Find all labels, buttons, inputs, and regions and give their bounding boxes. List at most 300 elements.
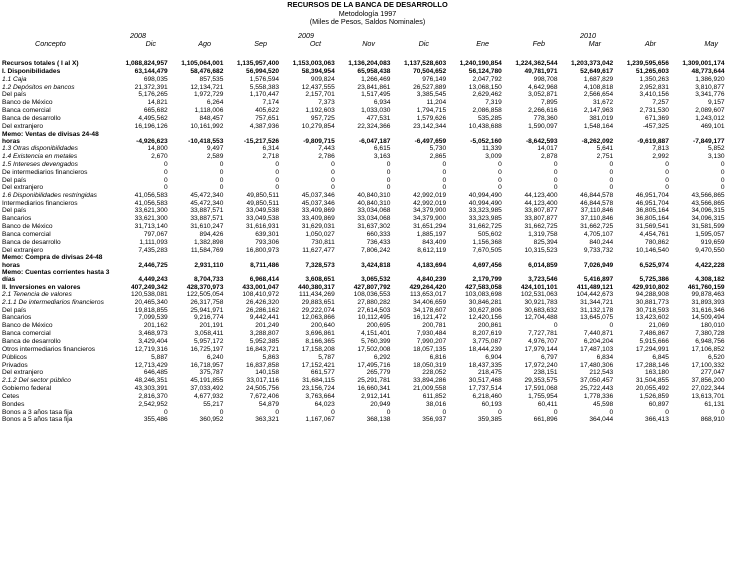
row-value: 17,152,421 bbox=[301, 361, 335, 369]
row-value: 34,178,607 bbox=[413, 306, 447, 314]
row-value: 1,590,097 bbox=[528, 122, 558, 130]
row-value: 7,099,539 bbox=[138, 314, 168, 322]
row-value: 17,100,332 bbox=[691, 361, 725, 369]
row-value: 25,941,971 bbox=[190, 306, 224, 314]
row-value: 37,033,492 bbox=[190, 385, 224, 393]
row-value: 40,994,490 bbox=[468, 192, 502, 200]
row-value: 5,558,383 bbox=[249, 83, 280, 91]
row-value: 5,416,897 bbox=[583, 276, 614, 284]
row-value: 3,723,546 bbox=[528, 276, 558, 284]
table-row bbox=[2, 68, 725, 76]
row-value: 11,339 bbox=[482, 145, 502, 153]
row-value: 0 bbox=[498, 408, 502, 416]
table-row bbox=[2, 169, 725, 177]
row-value: 23,156,724 bbox=[301, 385, 335, 393]
row-value: 6,292 bbox=[373, 353, 391, 361]
row-value: 4,422,228 bbox=[695, 261, 725, 269]
row-value: 7,440,871 bbox=[583, 330, 614, 338]
row-value: 4,840,239 bbox=[416, 276, 447, 284]
row-value: 440,380,317 bbox=[298, 283, 335, 291]
row-value: 26,527,889 bbox=[413, 83, 447, 91]
row-value: 17,487,103 bbox=[580, 345, 614, 353]
row-label: Del extranjero bbox=[2, 246, 44, 254]
row-value: 200,695 bbox=[366, 322, 391, 330]
row-value: 17,979,144 bbox=[524, 345, 558, 353]
row-value: 31,344,721 bbox=[580, 299, 614, 307]
row-value: 51,265,603 bbox=[635, 67, 669, 75]
table-row bbox=[2, 291, 725, 299]
row-value: 5,641 bbox=[596, 145, 614, 153]
row-value: 29,222,074 bbox=[301, 306, 335, 314]
row-value: 108,410,972 bbox=[242, 291, 280, 299]
row-value: 34,096,315 bbox=[691, 215, 725, 223]
row-value: 1,885,197 bbox=[416, 230, 447, 238]
row-value: 5,760,399 bbox=[361, 338, 391, 345]
row-value: 1,167,067 bbox=[305, 416, 335, 424]
row-value: 30,921,783 bbox=[524, 299, 558, 307]
row-value: 2,589 bbox=[206, 153, 224, 161]
row-value: 424,101,101 bbox=[520, 283, 558, 291]
row-value: 405,622 bbox=[255, 107, 280, 115]
row-value: 56,994,520 bbox=[246, 67, 280, 75]
row-value: 10,279,854 bbox=[301, 122, 335, 130]
row-value: 94,288,908 bbox=[635, 291, 669, 299]
row-value: 16,725,197 bbox=[190, 345, 224, 353]
row-value: 660,333 bbox=[366, 230, 391, 238]
row-label: Cetes bbox=[2, 392, 20, 400]
row-value: 6,845 bbox=[652, 353, 669, 361]
row-value: 61,131 bbox=[704, 400, 725, 408]
row-value: 1,137,528,603 bbox=[403, 60, 447, 67]
row-label: Memo: Cuentas corrientes hasta 3 días bbox=[2, 269, 110, 284]
row-value: 0 bbox=[553, 176, 558, 184]
row-value: 1,243,012 bbox=[695, 114, 725, 122]
row-value: 4,705,107 bbox=[583, 230, 614, 238]
row-value: 54,879 bbox=[258, 400, 280, 408]
row-value: 366,413 bbox=[645, 416, 669, 424]
row-value: 461,760,159 bbox=[687, 283, 725, 291]
row-value: 4,183,694 bbox=[416, 261, 447, 269]
row-value: 60,411 bbox=[537, 400, 558, 408]
row-value: 21,009,558 bbox=[413, 385, 447, 393]
row-value: 1,266,469 bbox=[361, 75, 391, 83]
concept-header: Concepto bbox=[35, 39, 66, 48]
col-header: Dic bbox=[145, 39, 156, 48]
row-value: 427,807,792 bbox=[353, 283, 391, 291]
row-value: 31,616,931 bbox=[246, 223, 280, 231]
row-value: 7,319 bbox=[485, 99, 502, 107]
row-value: 14,821 bbox=[147, 99, 168, 107]
row-value: 0 bbox=[275, 408, 280, 416]
row-value: 0 bbox=[553, 160, 558, 168]
row-value: 20,465,340 bbox=[134, 299, 168, 307]
row-value: 17,288,146 bbox=[635, 361, 669, 369]
row-value: 3,429,404 bbox=[138, 338, 168, 345]
row-value: 46,951,704 bbox=[635, 192, 669, 200]
row-value: 31,684,115 bbox=[302, 377, 335, 385]
row-value: 2,542,952 bbox=[138, 400, 168, 408]
row-value: 793,306 bbox=[255, 238, 280, 246]
row-value: 0 bbox=[386, 408, 391, 416]
row-value: 2,816,370 bbox=[138, 392, 168, 400]
table-row bbox=[2, 184, 725, 192]
row-value: 429,264,420 bbox=[409, 283, 447, 291]
row-value: 200,640 bbox=[310, 322, 335, 330]
row-value: 31,893,393 bbox=[691, 299, 725, 307]
row-label: Bancarios bbox=[2, 314, 32, 322]
row-value: 0 bbox=[720, 160, 725, 168]
row-value: 0 bbox=[498, 176, 502, 184]
row-value: 1,240,190,854 bbox=[459, 60, 502, 67]
table-row bbox=[2, 60, 725, 68]
row-value: 0 bbox=[665, 408, 669, 416]
row-value: 3,288,807 bbox=[249, 330, 280, 338]
row-value: 2,731,530 bbox=[639, 107, 669, 115]
row-value: 13,068,150 bbox=[468, 83, 502, 91]
row-value: 661,896 bbox=[533, 416, 558, 424]
row-value: 1,972,729 bbox=[194, 91, 224, 99]
row-label: 1.3 Otras disponibilidades bbox=[2, 145, 78, 153]
row-value: 2,179,799 bbox=[472, 276, 502, 284]
row-value: 8,207,619 bbox=[472, 330, 502, 338]
row-value: 11,627,477 bbox=[302, 246, 335, 254]
row-value: 407,249,342 bbox=[131, 283, 168, 291]
resources-table-body bbox=[2, 60, 725, 424]
row-value: 3,424,818 bbox=[361, 261, 391, 269]
row-value: 46,951,704 bbox=[635, 199, 669, 207]
row-label: 1.6 Disponibilidades restringidas bbox=[2, 192, 97, 200]
row-value: 6,520 bbox=[708, 353, 725, 361]
row-value: 33,323,985 bbox=[468, 215, 502, 223]
row-value: 797,067 bbox=[143, 230, 168, 238]
row-value: 1,192,603 bbox=[305, 107, 335, 115]
row-value: 363,321 bbox=[255, 416, 280, 424]
row-value: 1,136,204,083 bbox=[348, 60, 391, 67]
table-row bbox=[2, 354, 725, 362]
row-value: 277,047 bbox=[700, 369, 725, 377]
row-label: Bonos a 3 años tasa fija bbox=[2, 408, 73, 416]
table-row bbox=[2, 314, 725, 322]
row-value: 60,897 bbox=[648, 400, 669, 408]
row-value: 1,033,030 bbox=[361, 107, 391, 115]
row-value: 360,952 bbox=[199, 416, 224, 424]
row-value: 3,385,545 bbox=[416, 91, 447, 99]
row-value: 1,153,003,063 bbox=[292, 60, 335, 67]
col-header: Ago bbox=[198, 39, 211, 48]
row-value: 43,303,391 bbox=[134, 385, 168, 393]
row-value: 2,446,725 bbox=[138, 261, 168, 269]
row-value: 30,718,593 bbox=[635, 306, 669, 314]
row-value: 30,881,773 bbox=[635, 299, 669, 307]
row-value: 375,787 bbox=[199, 369, 224, 377]
row-value: 411,489,121 bbox=[576, 283, 614, 291]
row-value: 238,151 bbox=[533, 369, 558, 377]
row-value: 429,910,802 bbox=[632, 283, 669, 291]
row-value: 4,642,968 bbox=[528, 83, 558, 91]
row-value: 45,472,340 bbox=[190, 192, 224, 200]
row-value: 3,696,861 bbox=[305, 330, 335, 338]
row-value: 49,850,511 bbox=[246, 192, 280, 200]
row-value: 0 bbox=[665, 168, 669, 176]
table-row bbox=[2, 107, 725, 115]
row-label: I. Disponibilidades bbox=[2, 67, 61, 75]
row-value: 0 bbox=[386, 168, 391, 176]
row-value: 111,434,269 bbox=[299, 291, 335, 299]
row-label: Del país bbox=[2, 207, 27, 215]
row-value: 7,443 bbox=[318, 145, 335, 153]
row-value: 23,841,861 bbox=[357, 83, 391, 91]
row-value: 0 bbox=[553, 322, 558, 330]
row-value: 1,118,006 bbox=[194, 107, 224, 115]
row-value: 0 bbox=[720, 184, 725, 192]
row-value: 18,050,319 bbox=[413, 361, 447, 369]
row-value: 16,718,957 bbox=[190, 361, 224, 369]
row-value: 16,196,126 bbox=[134, 122, 168, 130]
row-value: 848,457 bbox=[199, 114, 224, 122]
row-label: 1.5 Intereses devengados bbox=[2, 160, 78, 168]
row-value: 33,034,068 bbox=[357, 215, 391, 223]
row-value: 0 bbox=[331, 408, 335, 416]
row-label: Bancarios bbox=[2, 215, 32, 223]
row-value: 0 bbox=[442, 160, 447, 168]
row-value: 359,385 bbox=[477, 416, 502, 424]
row-value: 6,014,859 bbox=[528, 261, 558, 269]
row-value: 1,386,920 bbox=[695, 75, 725, 83]
row-value: 998,708 bbox=[533, 75, 558, 83]
report-title: RECURSOS DE LA BANCA DE DESARROLLO bbox=[287, 0, 448, 9]
row-value: 9,497 bbox=[206, 145, 224, 153]
table-row bbox=[2, 192, 725, 199]
row-value: 356,937 bbox=[422, 416, 447, 424]
row-value: 778,360 bbox=[533, 114, 558, 122]
row-value: 3,608,651 bbox=[305, 276, 335, 284]
row-value: 102,531,063 bbox=[520, 291, 558, 299]
row-value: 4,308,182 bbox=[695, 276, 725, 284]
row-value: 36,805,164 bbox=[635, 215, 669, 223]
row-value: 12,437,555 bbox=[301, 83, 335, 91]
row-value: 21,372,391 bbox=[134, 83, 168, 91]
row-value: -4,926,623 bbox=[136, 137, 168, 145]
table-row bbox=[2, 123, 725, 131]
row-value: 611,852 bbox=[422, 392, 447, 400]
row-label: Memo: Compra de divisas 24-48 horas bbox=[2, 254, 103, 269]
row-value: 5,957,172 bbox=[194, 338, 224, 345]
row-value: 1,687,829 bbox=[583, 75, 614, 83]
row-value: 46,844,578 bbox=[580, 199, 614, 207]
row-value: 7,806,242 bbox=[361, 246, 391, 254]
resources-table bbox=[2, 60, 725, 424]
row-value: 857,535 bbox=[199, 75, 224, 83]
row-value: -9,809,715 bbox=[303, 137, 335, 145]
row-value: 8,166,365 bbox=[305, 338, 335, 345]
row-value: 0 bbox=[609, 176, 614, 184]
row-value: 45,037,346 bbox=[301, 192, 335, 200]
row-value: 3,009 bbox=[485, 153, 502, 161]
row-value: 31,662,725 bbox=[524, 223, 558, 231]
row-value: 1,088,824,957 bbox=[125, 60, 168, 67]
row-value: 7,486,867 bbox=[639, 330, 669, 338]
row-value: 646,485 bbox=[143, 369, 168, 377]
row-value: 364,044 bbox=[589, 416, 614, 424]
row-label: Privados bbox=[2, 361, 28, 369]
row-value: -7,849,177 bbox=[693, 137, 725, 145]
row-value: 0 bbox=[164, 168, 168, 176]
row-value: 33,894,286 bbox=[413, 377, 447, 385]
row-value: 31,629,031 bbox=[301, 223, 335, 231]
row-value: 13,613,701 bbox=[691, 392, 725, 400]
row-value: 33,049,538 bbox=[246, 207, 280, 215]
row-value: 2,865 bbox=[429, 153, 447, 161]
row-value: 0 bbox=[609, 168, 614, 176]
row-value: 7,727,781 bbox=[528, 330, 558, 338]
row-value: 957,725 bbox=[310, 114, 335, 122]
row-value: 21,069 bbox=[648, 322, 669, 330]
row-label: 2.1.2 Del sector público bbox=[2, 377, 71, 385]
row-value: 26,426,320 bbox=[246, 299, 280, 307]
row-value: 48,773,644 bbox=[691, 67, 725, 75]
row-value: 33,409,869 bbox=[301, 207, 335, 215]
row-value: 6,264 bbox=[206, 99, 224, 107]
row-value: 14,509,494 bbox=[691, 314, 725, 322]
row-value: 17,972,240 bbox=[524, 361, 558, 369]
row-value: 5,787 bbox=[318, 353, 335, 361]
row-value: 2,629,462 bbox=[472, 91, 502, 99]
row-value: 1,595,057 bbox=[695, 230, 725, 238]
row-value: 30,683,632 bbox=[524, 306, 558, 314]
row-value: 2,266,616 bbox=[528, 107, 558, 115]
row-value: 31,569,541 bbox=[635, 223, 669, 231]
row-value: 27,022,344 bbox=[691, 385, 725, 393]
row-value: 43,566,865 bbox=[691, 199, 725, 207]
row-value: 31,651,294 bbox=[413, 223, 447, 231]
row-value: 40,840,310 bbox=[357, 199, 391, 207]
row-label: Del país bbox=[2, 306, 27, 314]
row-value: 3,410,156 bbox=[639, 91, 669, 99]
row-value: 0 bbox=[164, 184, 168, 192]
row-value: 0 bbox=[442, 184, 447, 192]
row-label: Del extranjero bbox=[2, 122, 44, 130]
row-label: Banco de México bbox=[2, 223, 53, 231]
row-value: 27,614,503 bbox=[357, 306, 391, 314]
row-value: 2,670 bbox=[151, 153, 168, 161]
row-value: 909,824 bbox=[310, 75, 335, 83]
row-value: 2,718 bbox=[262, 153, 280, 161]
row-value: 0 bbox=[609, 160, 614, 168]
col-header: Sep bbox=[254, 39, 267, 48]
row-label: Del extranjero bbox=[2, 369, 44, 377]
row-value: -9,619,887 bbox=[637, 137, 669, 145]
row-value: 0 bbox=[386, 160, 391, 168]
row-value: 825,394 bbox=[533, 238, 558, 246]
row-value: 26,286,162 bbox=[246, 306, 280, 314]
row-value: 34,379,900 bbox=[413, 207, 447, 215]
row-value: 1,203,373,042 bbox=[571, 60, 614, 67]
row-value: 730,811 bbox=[311, 238, 335, 246]
row-value: 840,244 bbox=[589, 238, 614, 246]
row-value: 3,341,776 bbox=[695, 91, 725, 99]
row-value: 113,653,017 bbox=[409, 291, 447, 299]
row-value: 0 bbox=[442, 176, 447, 184]
row-value: 381,019 bbox=[589, 114, 614, 122]
row-value: 31,672 bbox=[593, 99, 614, 107]
row-value: 5,725,386 bbox=[639, 276, 669, 284]
row-value: 505,602 bbox=[477, 230, 502, 238]
row-value: 37,856,200 bbox=[691, 377, 725, 385]
table-row bbox=[2, 393, 725, 401]
row-value: 0 bbox=[442, 168, 447, 176]
row-value: 7,373 bbox=[318, 99, 335, 107]
row-value: 0 bbox=[609, 408, 614, 416]
row-value: 23,142,344 bbox=[413, 122, 447, 130]
table-row bbox=[2, 115, 725, 123]
row-value: 45,472,340 bbox=[190, 199, 224, 207]
row-value: 7,895 bbox=[540, 99, 558, 107]
row-value: 2,992 bbox=[652, 153, 669, 161]
row-value: 31,616,346 bbox=[691, 306, 725, 314]
row-value: 894,426 bbox=[199, 230, 224, 238]
row-value: 201,249 bbox=[255, 322, 280, 330]
row-value: 433,001,047 bbox=[242, 283, 280, 291]
row-value: 2,086,858 bbox=[472, 107, 502, 115]
row-value: 1,350,263 bbox=[639, 75, 669, 83]
row-value: 140,158 bbox=[255, 369, 280, 377]
row-value: 7,930,484 bbox=[416, 330, 447, 338]
row-value: 70,504,652 bbox=[413, 67, 447, 75]
table-row bbox=[2, 247, 725, 255]
row-label: Del país bbox=[2, 91, 27, 99]
row-value: 56,124,780 bbox=[468, 67, 502, 75]
row-value: 736,433 bbox=[366, 238, 391, 246]
row-label: Otros intermediarios financieros bbox=[2, 345, 96, 353]
row-label: Bondes bbox=[2, 400, 25, 408]
table-row bbox=[2, 145, 725, 153]
row-value: 0 bbox=[609, 184, 614, 192]
row-value: 6,934 bbox=[373, 99, 391, 107]
row-value: 58,394,954 bbox=[301, 67, 335, 75]
row-value: 16,121,472 bbox=[413, 314, 447, 322]
row-value: 4,387,936 bbox=[249, 122, 280, 130]
row-value: 4,677,932 bbox=[194, 392, 224, 400]
row-value: 0 bbox=[553, 184, 558, 192]
row-value: 12,704,488 bbox=[524, 314, 558, 322]
row-label: Del país bbox=[2, 176, 27, 184]
row-value: 0 bbox=[164, 408, 168, 416]
row-value: 17,502,008 bbox=[357, 345, 391, 353]
row-value: 212,543 bbox=[589, 369, 614, 377]
row-label: Memo: Ventas de divisas 24-48 horas bbox=[2, 130, 99, 145]
table-row bbox=[2, 322, 725, 330]
row-value: 6,240 bbox=[206, 353, 224, 361]
table-row bbox=[2, 131, 725, 146]
row-value: 17,591,068 bbox=[524, 385, 558, 393]
row-value: 12,134,721 bbox=[190, 83, 224, 91]
report-units: (Miles de Pesos, Saldos Nominales) bbox=[309, 17, 426, 26]
row-value: 31,132,178 bbox=[580, 306, 614, 314]
row-value: 4,454,761 bbox=[639, 230, 669, 238]
row-value: 8,612,119 bbox=[417, 246, 447, 254]
row-value: 16,800,973 bbox=[246, 246, 280, 254]
row-value: 37,110,846 bbox=[580, 207, 614, 215]
row-value: 33,621,300 bbox=[134, 215, 168, 223]
row-value: 120,538,081 bbox=[131, 291, 168, 299]
row-label: Bonos a 5 años tasa fija bbox=[2, 416, 73, 424]
row-value: 200,861 bbox=[477, 322, 502, 330]
row-value: 20,055,492 bbox=[635, 385, 669, 393]
row-label: Gobierno federal bbox=[2, 385, 52, 393]
row-value: 37,050,457 bbox=[580, 377, 614, 385]
row-value: 33,807,877 bbox=[524, 215, 558, 223]
row-label: Banca de desarrollo bbox=[2, 114, 61, 122]
